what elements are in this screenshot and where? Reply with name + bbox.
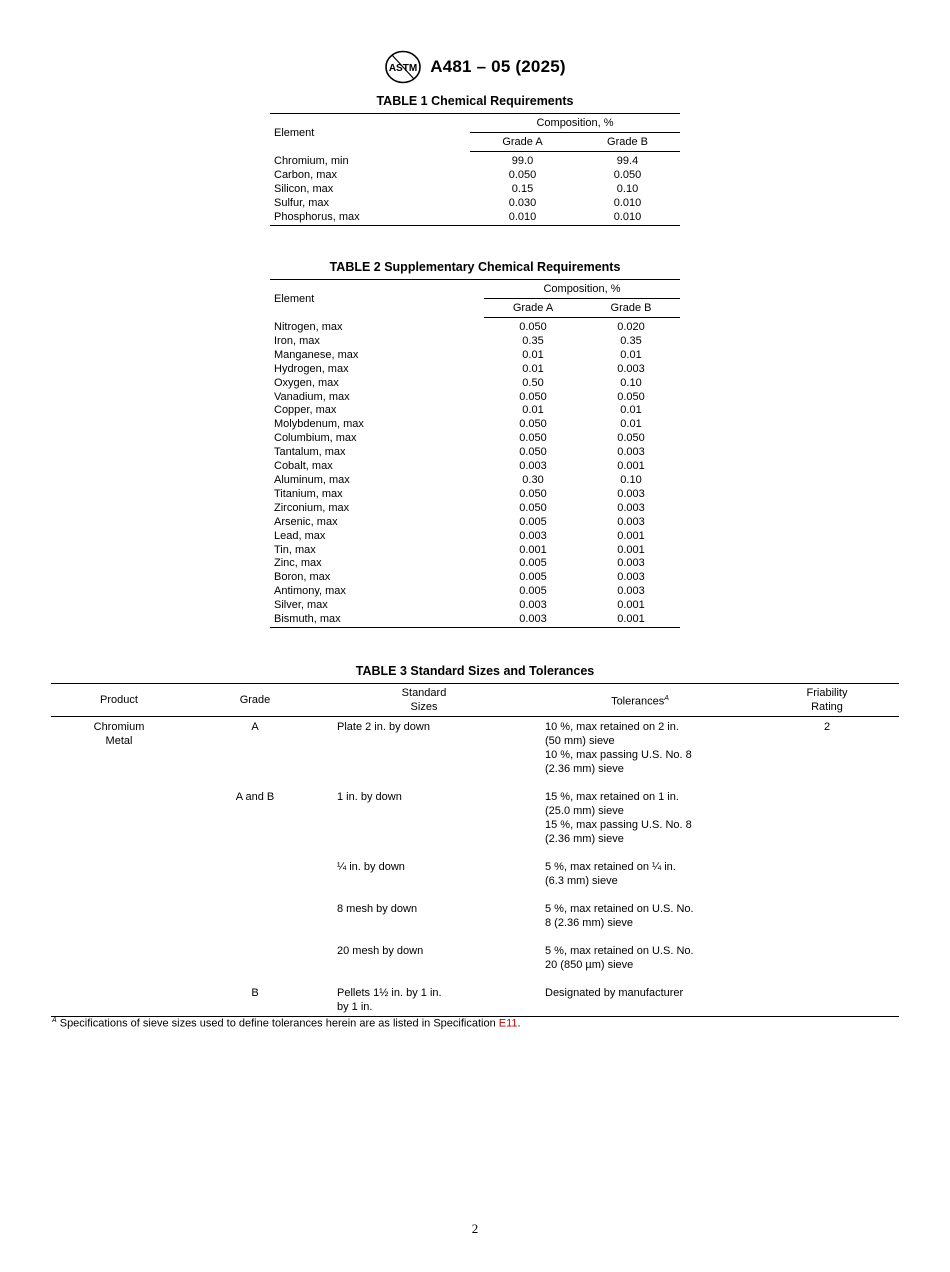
- element-cell: Manganese, max: [274, 348, 359, 361]
- friability-cell: 2: [823, 721, 831, 733]
- friability-cell: [755, 776, 899, 846]
- col-grade-b: Grade B: [582, 299, 680, 318]
- table-row: [270, 516, 680, 530]
- friability-cell: [755, 930, 899, 972]
- table-row: [270, 404, 680, 418]
- grade-a-cell: 0.003: [519, 599, 547, 612]
- tolerance-cell: 5 %, max retained on ¼ in. (6.3 mm) sieve: [545, 861, 676, 887]
- standard-size-cell: 1 in. by down: [337, 791, 402, 803]
- grade-b-cell: 0.003: [617, 557, 645, 570]
- grade-a-cell: 0.30: [522, 473, 544, 486]
- col-composition: Composition, %: [484, 280, 680, 299]
- element-cell: Iron, max: [274, 334, 320, 347]
- col-grade: Grade: [187, 684, 323, 717]
- grade-a-cell: 0.050: [508, 168, 537, 181]
- standard-size-cell: Plate 2 in. by down: [337, 721, 430, 733]
- col-composition: Composition, %: [470, 114, 680, 133]
- table-row: [51, 888, 899, 930]
- element-cell: Copper, max: [274, 404, 337, 417]
- grade-a-cell: 0.01: [522, 404, 544, 417]
- table-row: [270, 349, 680, 363]
- table-row: [270, 544, 680, 558]
- friability-cell: [755, 972, 899, 1017]
- col-grade-b: Grade B: [575, 133, 680, 152]
- element-cell: Chromium, min: [274, 154, 349, 167]
- grade-b-cell: 0.010: [613, 196, 642, 209]
- table-row: [270, 585, 680, 599]
- grade-b-cell: 0.01: [620, 404, 642, 417]
- table-row: [270, 377, 680, 391]
- element-cell: Lead, max: [274, 529, 326, 542]
- grade-b-cell: 0.050: [617, 432, 645, 445]
- element-cell: Zirconium, max: [274, 501, 350, 514]
- grade-a-cell: 0.050: [519, 446, 547, 459]
- col-element: Element: [274, 292, 315, 305]
- table-row: [51, 717, 899, 777]
- friability-cell: [755, 846, 899, 888]
- element-cell: Antimony, max: [274, 585, 346, 598]
- product-cell: [51, 776, 187, 846]
- tolerance-cell: 5 %, max retained on U.S. No. 20 (850 µm) sieve: [545, 945, 694, 971]
- grade-b-cell: 0.01: [620, 418, 642, 431]
- grade-a-cell: 0.005: [519, 585, 547, 598]
- grade-a-cell: 0.050: [519, 390, 547, 403]
- grade-cell: [187, 930, 323, 972]
- tolerance-cell: Designated by manufacturer: [545, 987, 684, 999]
- grade-b-cell: 0.003: [617, 446, 645, 459]
- table-row: [270, 530, 680, 544]
- table-row: [270, 460, 680, 474]
- table-row: [270, 446, 680, 460]
- table-row: [270, 502, 680, 516]
- footnote-marker: A: [52, 1017, 57, 1024]
- element-cell: Tin, max: [274, 543, 316, 556]
- element-cell: Bismuth, max: [274, 613, 341, 626]
- grade-cell: [187, 846, 323, 888]
- friability-cell: [755, 888, 899, 930]
- table-row: [270, 183, 680, 197]
- page-number: 2: [471, 1221, 479, 1236]
- grade-a-cell: 0.15: [511, 182, 534, 195]
- table-row: [270, 599, 680, 613]
- grade-b-cell: 0.10: [620, 473, 642, 486]
- element-cell: Carbon, max: [274, 168, 337, 181]
- table3-standard-sizes-and-tolerances: [51, 683, 899, 1017]
- grade-a-cell: 0.003: [519, 529, 547, 542]
- table2-supplementary-chemical-requirements: [270, 279, 680, 628]
- table-row: [270, 169, 680, 183]
- col-friability-rating: Friability Rating: [755, 684, 899, 717]
- element-cell: Silver, max: [274, 599, 328, 612]
- grade-cell: A: [251, 721, 259, 733]
- element-cell: Zinc, max: [274, 557, 322, 570]
- footnote-marker: A: [664, 694, 669, 702]
- grade-a-cell: 99.0: [511, 155, 534, 167]
- grade-a-cell: 0.50: [522, 376, 544, 389]
- product-cell: Chromium Metal: [93, 721, 145, 747]
- grade-b-cell: 0.001: [617, 529, 645, 542]
- col-product: Product: [51, 684, 187, 717]
- table-row: [270, 474, 680, 488]
- grade-a-cell: 0.005: [519, 557, 547, 570]
- grade-b-cell: 0.050: [613, 168, 642, 181]
- product-cell: [51, 888, 187, 930]
- element-cell: Sulfur, max: [274, 196, 330, 209]
- element-cell: Silicon, max: [274, 182, 334, 195]
- grade-b-cell: 0.050: [617, 390, 645, 403]
- grade-a-cell: 0.050: [519, 321, 547, 333]
- standard-size-cell: ¼ in. by down: [337, 861, 405, 873]
- grade-a-cell: 0.01: [522, 348, 544, 361]
- grade-b-cell: 0.001: [617, 613, 645, 626]
- element-cell: Aluminum, max: [274, 473, 350, 486]
- grade-b-cell: 0.10: [616, 182, 639, 195]
- table3-caption: TABLE 3 Standard Sizes and Tolerances: [355, 664, 595, 678]
- element-cell: Cobalt, max: [274, 460, 333, 473]
- standard-size-cell: 20 mesh by down: [337, 945, 424, 957]
- grade-b-cell: 0.003: [617, 515, 645, 528]
- product-cell: [51, 930, 187, 972]
- standard-size-cell: Pellets 1½ in. by 1 in. by 1 in.: [337, 987, 442, 1013]
- tolerance-cell: 15 %, max retained on 1 in. (25.0 mm) sieve 15 %, max passing U.S. No. 8 (2.36 mm) sieve: [545, 791, 692, 845]
- table-row: [270, 571, 680, 585]
- grade-b-cell: 0.003: [617, 585, 645, 598]
- col-standard-sizes: Standard Sizes: [323, 684, 525, 717]
- table-row: [270, 335, 680, 349]
- element-cell: Vanadium, max: [274, 390, 350, 403]
- element-cell: Nitrogen, max: [274, 320, 343, 333]
- element-cell: Boron, max: [274, 571, 331, 584]
- grade-a-cell: 0.001: [519, 543, 547, 556]
- table-row: [51, 846, 899, 888]
- tolerance-cell: 10 %, max retained on 2 in. (50 mm) sieve 10 %, max passing U.S. No. 8 (2.36 mm) sieve: [545, 721, 692, 775]
- astm-logo-icon: [384, 50, 422, 84]
- grade-a-cell: 0.050: [519, 432, 547, 445]
- table-row: [270, 152, 680, 169]
- element-cell: Phosphorus, max: [274, 210, 360, 223]
- grade-a-cell: 0.003: [519, 613, 547, 626]
- col-grade-a: Grade A: [470, 133, 575, 152]
- table-row: [51, 930, 899, 972]
- table1-caption: TABLE 1 Chemical Requirements: [376, 94, 574, 108]
- table-row: [270, 432, 680, 446]
- svg-text:ASTM: ASTM: [389, 63, 418, 74]
- spec-e11-link[interactable]: E11: [498, 1017, 518, 1030]
- element-cell: Tantalum, max: [274, 446, 346, 459]
- grade-b-cell: 0.010: [613, 210, 642, 223]
- grade-b-cell: 0.003: [617, 571, 645, 584]
- grade-a-cell: 0.005: [519, 571, 547, 584]
- table-row: [270, 363, 680, 377]
- table-row: [270, 557, 680, 571]
- col-grade-a: Grade A: [484, 299, 582, 318]
- table-row: [270, 197, 680, 211]
- element-cell: Hydrogen, max: [274, 362, 349, 375]
- grade-b-cell: 0.003: [617, 501, 645, 514]
- footnote-text: Specifications of sieve sizes used to define tolerances herein are as listed in Specification: [56, 1017, 499, 1030]
- document-header: [0, 50, 950, 89]
- table-row: [270, 211, 680, 225]
- grade-a-cell: 0.01: [522, 362, 544, 375]
- grade-b-cell: 0.001: [617, 543, 645, 556]
- table-row: [270, 488, 680, 502]
- table-row: [270, 318, 680, 335]
- grade-b-cell: 0.003: [617, 362, 645, 375]
- table-row: [270, 391, 680, 405]
- grade-b-cell: 0.10: [620, 376, 642, 389]
- element-cell: Molybdenum, max: [274, 418, 364, 431]
- table2-caption: TABLE 2 Supplementary Chemical Requirements: [329, 260, 621, 274]
- table-row: [51, 972, 899, 1017]
- element-cell: Arsenic, max: [274, 515, 338, 528]
- grade-a-cell: 0.050: [519, 501, 547, 514]
- grade-a-cell: 0.030: [508, 196, 537, 209]
- table-row: [270, 613, 680, 627]
- grade-a-cell: 0.005: [519, 515, 547, 528]
- grade-a-cell: 0.35: [522, 334, 544, 347]
- grade-b-cell: 99.4: [616, 155, 639, 167]
- table-row: [51, 776, 899, 846]
- grade-b-cell: 0.001: [617, 599, 645, 612]
- grade-a-cell: 0.010: [508, 210, 537, 223]
- tolerance-cell: 5 %, max retained on U.S. No. 8 (2.36 mm) sieve: [545, 903, 694, 929]
- grade-b-cell: 0.01: [620, 348, 642, 361]
- product-cell: [51, 846, 187, 888]
- grade-b-cell: 0.001: [617, 460, 645, 473]
- element-cell: Columbium, max: [274, 432, 357, 445]
- grade-a-cell: 0.050: [519, 418, 547, 431]
- product-cell: [51, 972, 187, 1017]
- grade-b-cell: 0.020: [617, 321, 645, 333]
- grade-a-cell: 0.003: [519, 460, 547, 473]
- grade-cell: [187, 888, 323, 930]
- standard-size-cell: 8 mesh by down: [337, 903, 418, 915]
- element-cell: Titanium, max: [274, 487, 343, 500]
- table3-footnote: $^A$ Specifications of sieve sizes used to define tolerances herein are as listed in Specification E11.: [52, 1017, 521, 1030]
- table-row: [270, 418, 680, 432]
- element-cell: Oxygen, max: [274, 376, 339, 389]
- grade-cell: A and B: [235, 791, 275, 803]
- grade-b-cell: 0.35: [620, 334, 642, 347]
- document-id: A481 – 05 (2025): [430, 57, 566, 76]
- col-element: Element: [274, 126, 315, 139]
- grade-a-cell: 0.050: [519, 487, 547, 500]
- grade-cell: B: [251, 987, 259, 999]
- grade-b-cell: 0.003: [617, 487, 645, 500]
- col-tolerances: Tolerances$^A$: [525, 684, 755, 717]
- table1-chemical-requirements: [270, 113, 680, 226]
